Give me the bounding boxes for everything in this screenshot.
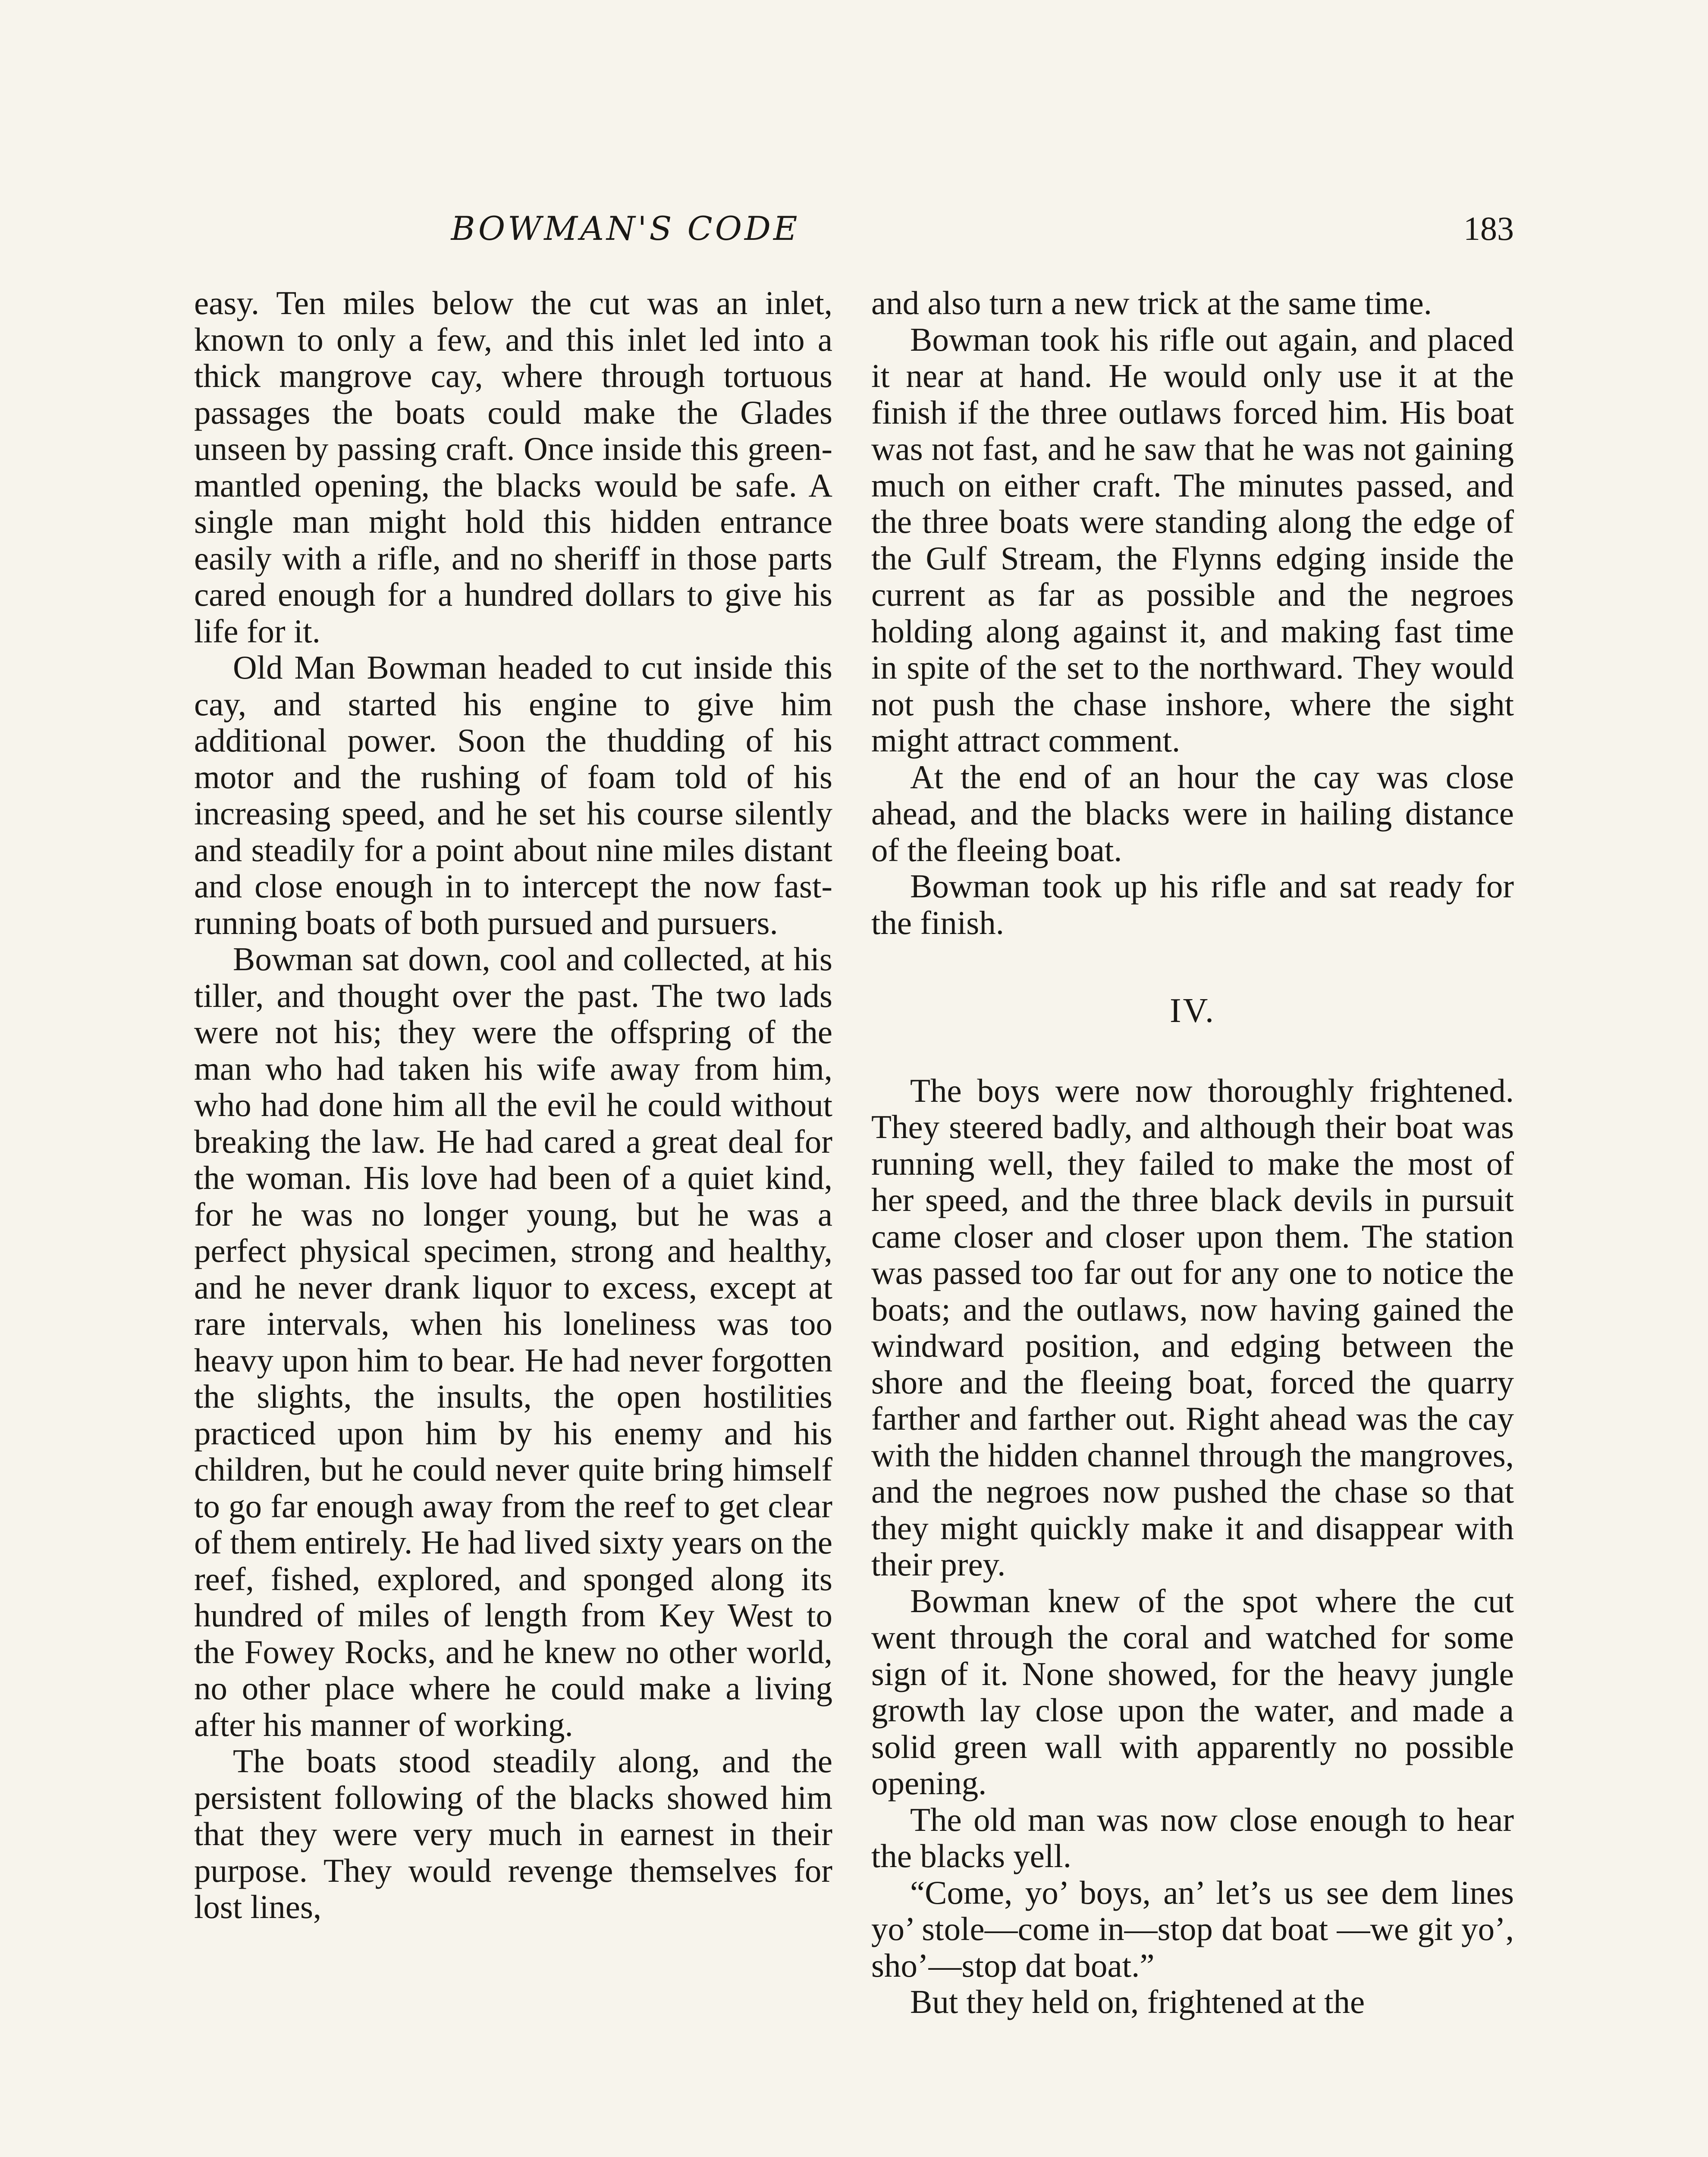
paragraph: The boats stood steadily along, and the persistent following of the blacks showed him that they were very much in earnest in their purpose. They would revenge themselves for lost lines, — [194, 1742, 832, 1925]
paragraph: But they held on, frightened at the — [910, 1983, 1365, 2020]
paragraph: Bowman took his rifle out again, and placed it near at hand. He would only use it at the finish if the three outlaws forced him. His boat was not fast, and he saw that he was not gaining much on either craft. The minutes passed, and the three boats were standing along the edge of the Gulf Stream, the Flynns edging inside the current as far as possible and the negroes holding along against it, and making fast time in spite of the set to the northward. They would not push the chase inshore, where the sight might attract comment. — [871, 321, 1514, 759]
paragraph: Old Man Bowman headed to cut inside this cay, and started his engine to give him additional power. Soon the thudding of his motor and the rushing of foam told of his increasing speed, and he set his course silently and steadily for a point about nine miles distant and close enough in to intercept the now fast-running boats of both pursued and pursuers. — [194, 649, 832, 941]
paragraph: The old man was now close enough to hear the blacks yell. — [871, 1801, 1514, 1874]
running-head — [194, 203, 1514, 255]
right-column — [871, 285, 1514, 2020]
section-heading: IV. — [1169, 992, 1216, 1030]
paragraph: The boys were now thoroughly frightened. They steered badly, and although their boat was running well, they failed to make the most of her speed, and the three black devils in pursuit came closer and closer upon them. The station was passed too far out for any one to notice the boats; and the outlaws, now having gained the windward position, and edging between the shore and the fleeing boat, forced the quarry farther and farther out. Right ahead was the cay with the hidden channel through the mangroves, and the negroes now pushed the chase so that they might quickly make it and disappear with their prey. — [871, 1072, 1514, 1583]
paragraph: At the end of an hour the cay was close ahead, and the blacks were in hailing distance of the fleeing boat. — [871, 758, 1514, 868]
paragraph: Bowman knew of the spot where the cut went through the coral and watched for some sign of it. None showed, for the heavy jungle growth lay close upon the water, and made a solid green wall with apparently no possible opening. — [871, 1582, 1514, 1802]
paragraph: Bowman sat down, cool and collected, at his tiller, and thought over the past. The two lads were not his; they were the offspring of the man who had taken his wife away from him, who had done him all the evil he could without breaking the law. He had cared a great deal for the woman. His love had been of a quiet kind, for he was no longer young, but he was a perfect physical specimen, strong and healthy, and he never drank liquor to excess, except at rare intervals, when his loneliness was too heavy upon him to bear. He had never forgotten the slights, the insults, the open hostilities practiced upon him by his enemy and his children, but he could never quite bring himself to go far enough away from the reef to get clear of them entirely. He had lived sixty years on the reef, fished, explored, and sponged along its hundred of miles of length from Key West to the Fowey Rocks, and he knew no other world, no other place where he could make a living after his manner of working. — [194, 940, 832, 1743]
page-number: 183 — [1463, 210, 1514, 247]
paragraph: easy. Ten miles below the cut was an inlet, known to only a few, and this inlet led into a thick mangrove cay, where through tortuous passages the boats could make the Glades unseen by passing craft. Once inside this green-mantled opening, the blacks would be safe. A single man might hold this hidden entrance easily with a rifle, and no sheriff in those parts cared enough for a hundred dollars to give his life for it. — [194, 284, 832, 650]
paragraph: Bowman took up his rifle and sat ready for the finish. — [871, 868, 1514, 941]
left-column — [194, 285, 832, 1925]
running-title: BOWMAN'S CODE — [451, 209, 800, 248]
paragraph: and also turn a new trick at the same time. — [871, 284, 1432, 321]
paragraph: “Come, yo’ boys, an’ let’s us see dem lines yo’ stole—come in—stop dat boat —we git yo’, sho’—stop dat boat.” — [871, 1874, 1514, 1984]
